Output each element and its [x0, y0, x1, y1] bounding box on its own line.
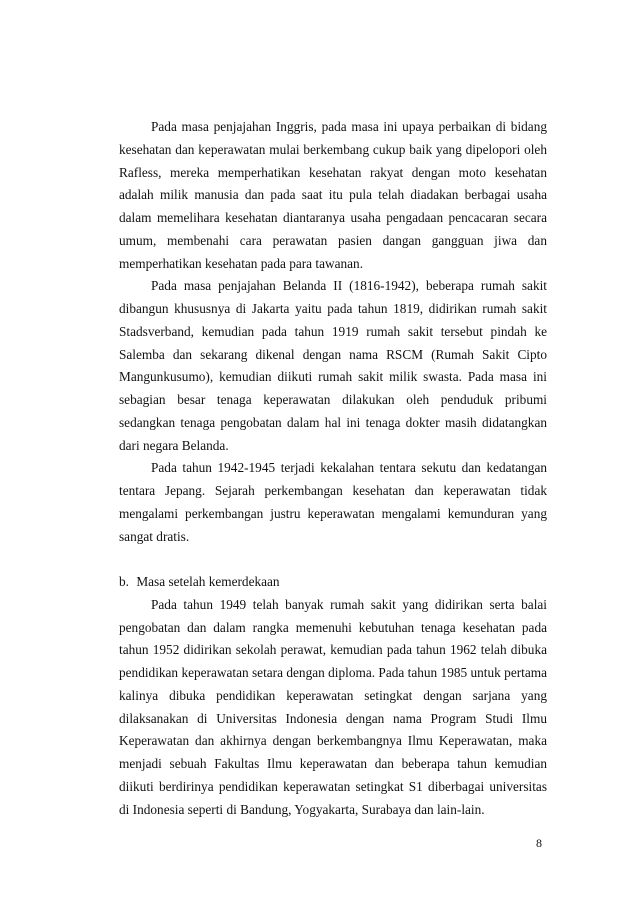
- paragraph-inggris: Pada masa penjajahan Inggris, pada masa ini upaya perbaikan di bidang kesehatan dan keperawatan mulai berkembang cukup baik yang dipelopori oleh Rafless, mereka memperhatikan kesehatan rakyat dengan moto kesehatan adalah milik manusia dan pada saat itu pula telah diadakan berbagai usaha dalam memelihara kesehatan diantaranya usaha pengadaan pencacaran secara umum, membenahi cara perawatan pasien dangan gangguan jiwa dan memperhatikan kesehatan pada para tawanan.: [119, 119, 547, 271]
- section-title: Masa setelah kemerdekaan: [136, 574, 280, 589]
- paragraph-belanda: Pada masa penjajahan Belanda II (1816-1942), beberapa rumah sakit dibangun khususnya di Jakarta yaitu pada tahun 1819, didirikan rumah sakit Stadsverband, kemudian pada tahun 1919 rumah sakit tersebut pindah ke Salemba dan sekarang dikenal dengan nama RSCM (Rumah Sakit Cipto Mangunkusumo), kemudian diikuti rumah sakit milik swasta. Pada masa ini sebagian besar tenaga keperawatan dilakukan oleh penduduk pribumi sedangkan tenaga pengobatan dalam hal ini tenaga dokter masih didatangkan dari negara Belanda.: [119, 278, 547, 453]
- section-label: b.: [119, 574, 129, 589]
- page-number: 8: [536, 836, 542, 850]
- section-heading: [119, 571, 547, 594]
- page-body: [119, 116, 547, 821]
- blank-line: [119, 548, 547, 571]
- paragraph-kemerdekaan: Pada tahun 1949 telah banyak rumah sakit yang didirikan serta balai pengobatan dan dalam rangka memenuhi kebutuhan tenaga kesehatan pada tahun 1952 didirikan sekolah perawat, kemudian pada tahun 1962 telah dibuka pendidikan keperawatan setara dengan diploma. Pada tahun 1985 untuk pertama kalinya dibuka pendidikan keperawatan setingkat dengan sarjana yang dilaksanakan di Universitas Indonesia dengan nama Program Studi Ilmu Keperawatan dan akhirnya dengan berkembangnya Ilmu Keperawatan, maka menjadi sebuah Fakultas Ilmu keperawatan dan beberapa tahun kemudian diikuti berdirinya pendidikan keperawatan setingkat S1 diberbagai universitas di Indonesia seperti di Bandung, Yogyakarta, Surabaya dan lain-lain.: [119, 596, 547, 817]
- paragraph-jepang: Pada tahun 1942-1945 terjadi kekalahan tentara sekutu dan kedatangan tentara Jepang. Sejarah perkembangan kesehatan dan keperawatan tidak mengalami perkembangan justru keperawatan mengalami kemunduran yang sangat dratis.: [119, 460, 547, 544]
